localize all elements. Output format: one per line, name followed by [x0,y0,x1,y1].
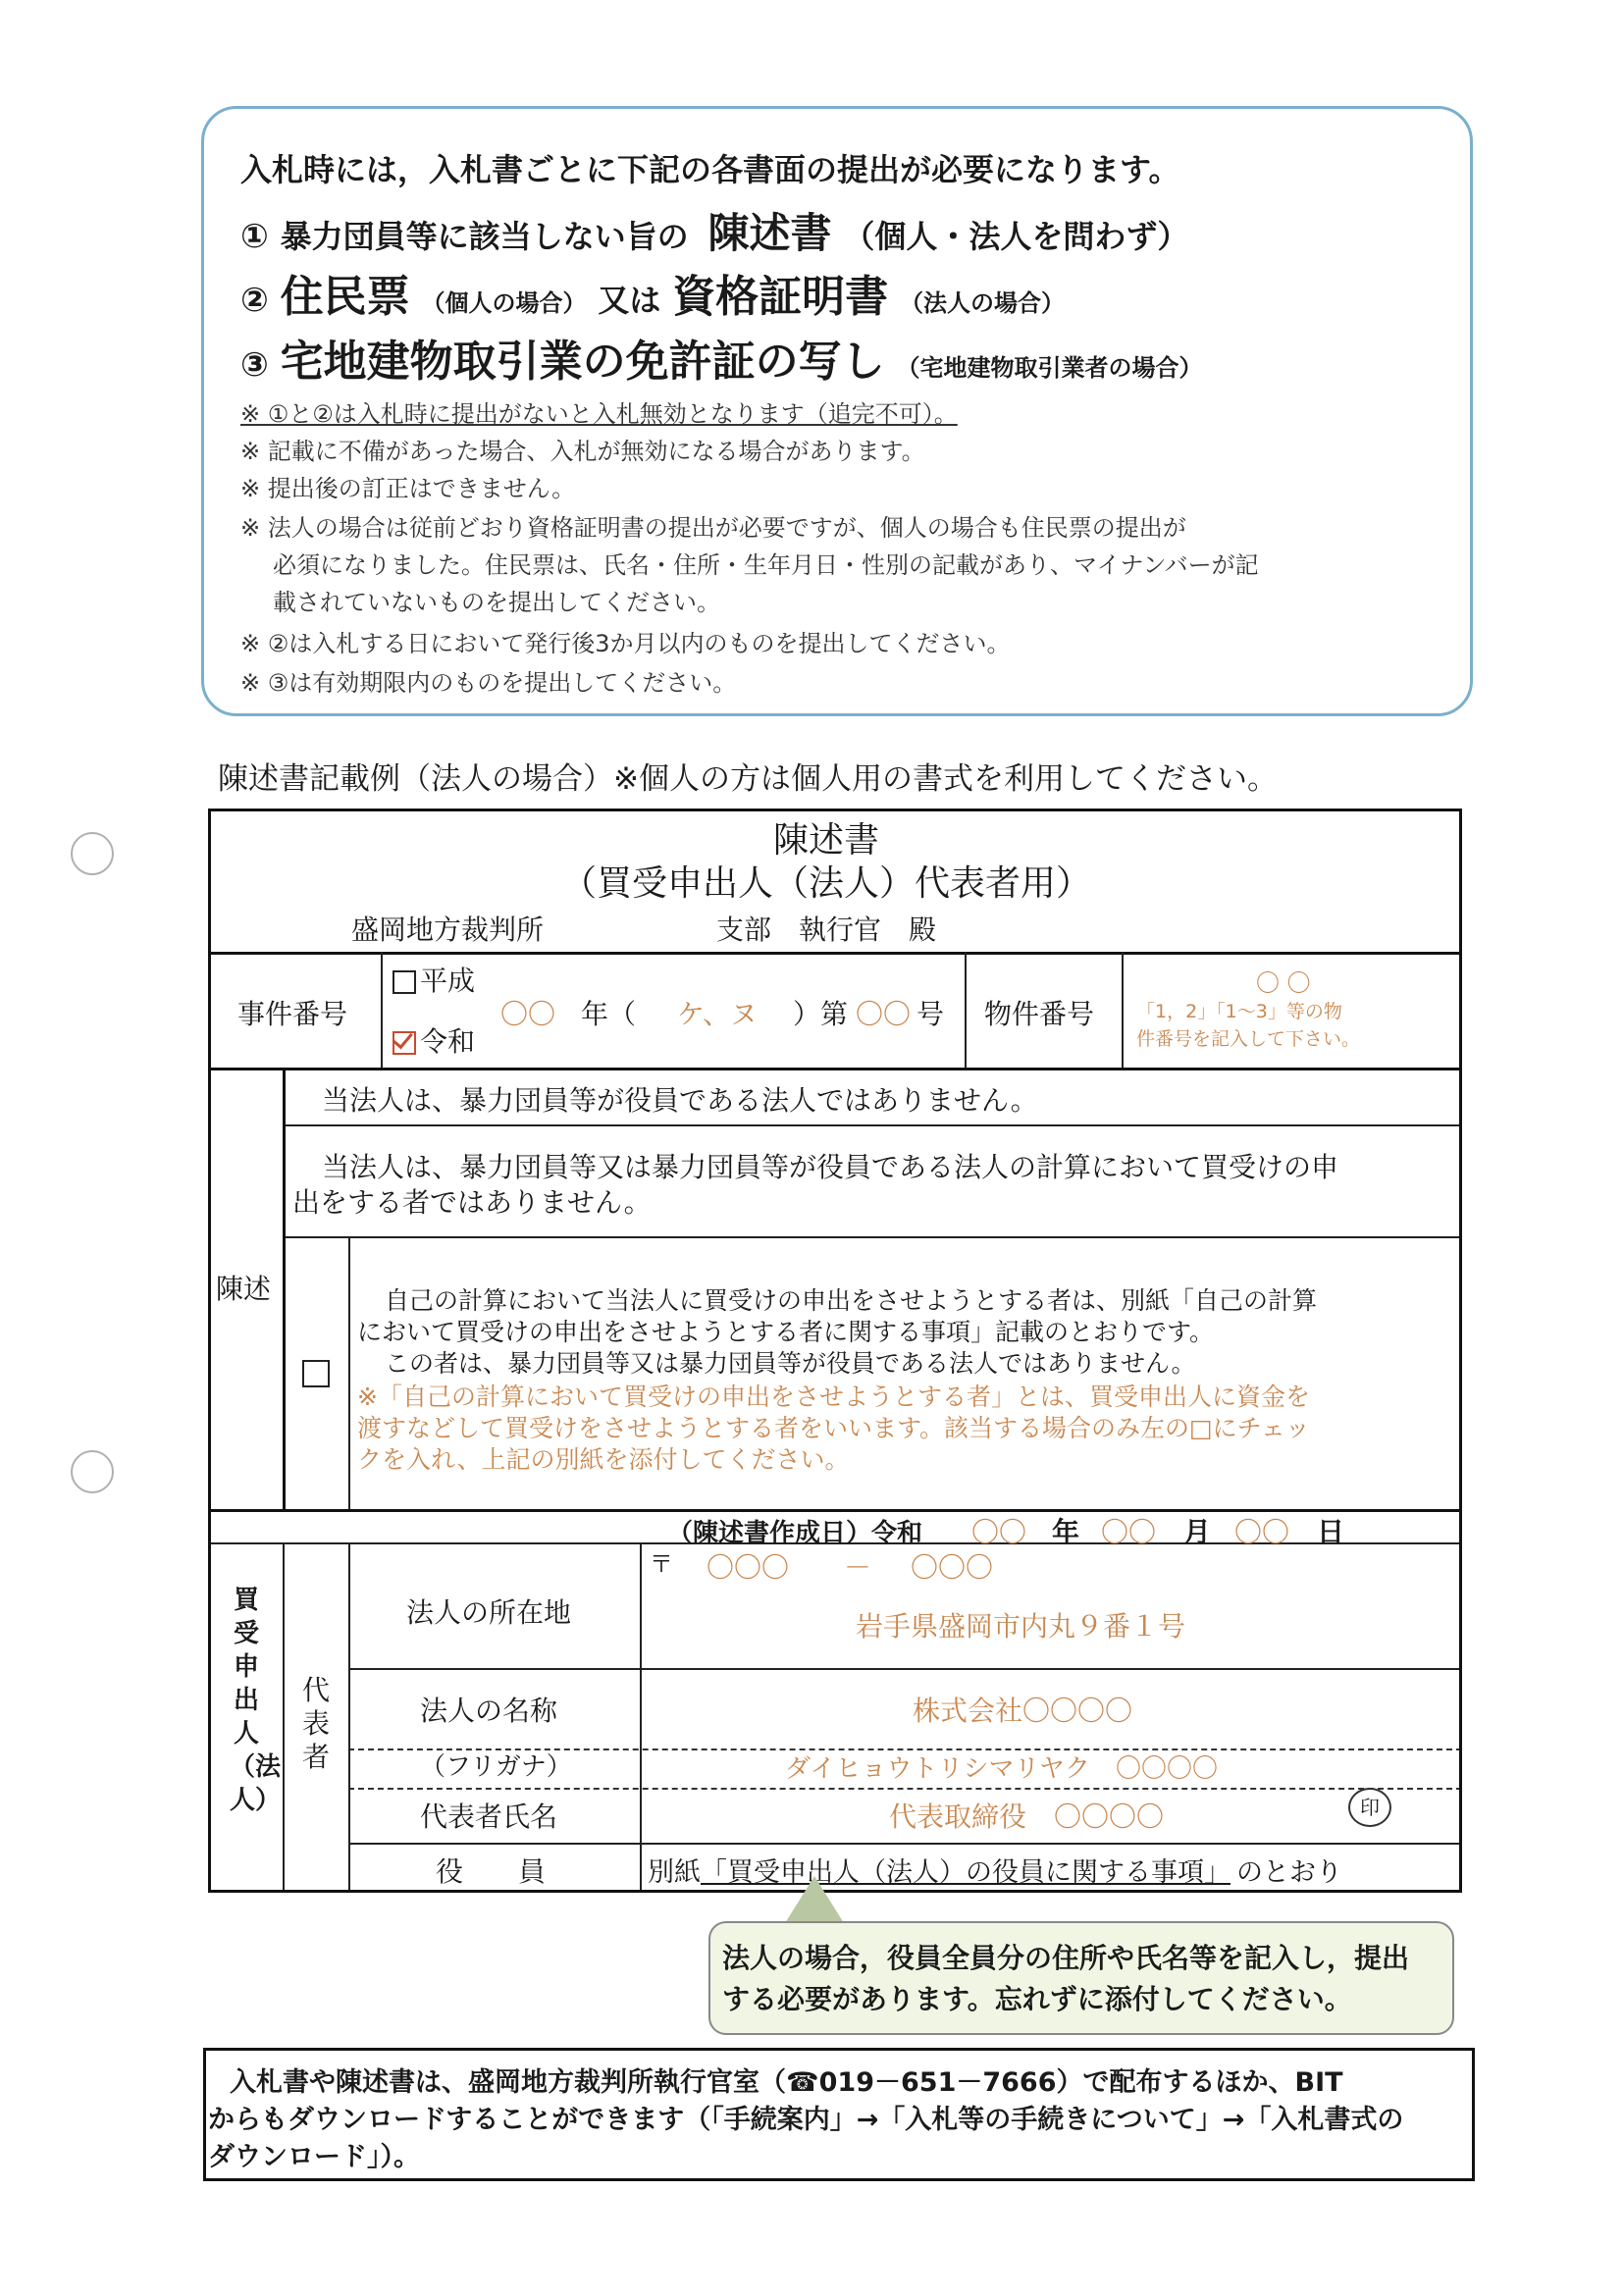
note-4b: 必須になりました。住民票は、氏名・住所・生年月日・性別の記載があり、マイナンバーが記 [273,551,1259,579]
date-day-label: 日 [1317,1516,1345,1548]
item3-main: 宅地建物取引業の免許証の写し [280,337,885,387]
officer-statement [648,1851,1342,1889]
statement-3-checkbox[interactable] [302,1356,334,1388]
date-year-value: 〇〇 [971,1516,1027,1548]
note-4a: ※ 法人の場合は従前どおり資格証明書の提出が必要ですが、個人の場合も住民票の提出が [240,514,1186,542]
rep-name-label: 代表者氏名 [420,1800,558,1833]
rep-name-value: 代表取締役 〇〇〇〇 [889,1800,1165,1833]
company-name-label: 法人の名称 [420,1695,558,1727]
item2-small1: （個人の場合） [421,289,587,317]
distribution-line-2: からもダウンロードすることができます（「手続案内」→「入札等の手続きについて」→「入札書式の [208,2105,1404,2135]
statement-3-note-2: 渡すなどして買受けをさせようとする者をいいます。該当する場合のみ左の□にチェッ [357,1414,1310,1442]
callout-pointer [785,1876,844,1923]
statement-3a: 自己の計算において当法人に買受けの申出をさせようとする者は、別紙「自己の計算 [385,1286,1318,1315]
punch-hole-bottom [71,1450,114,1493]
form-title: 陳述書 [773,820,880,861]
distribution-line-3: ダウンロード」）。 [208,2142,420,2172]
court-branch: 支部 執行官 殿 [716,913,937,946]
date-month-value: 〇〇 [1101,1516,1157,1548]
buyer-label: 買受申出人（法人） [230,1586,282,1815]
callout-line-1: 法人の場合，役員全員分の住所や氏名等を記入し，提出 [722,1942,1410,1974]
era-heisei-option[interactable] [393,960,475,999]
form-subtitle: （買受申出人（法人）代表者用） [561,863,1092,904]
notice-item-2 [240,261,1065,324]
property-number-value: 〇 〇 [1256,969,1311,997]
postal-mark: 〒 [650,1550,673,1578]
notice-item-3 [240,326,1202,389]
item1-prefix: 暴力団員等に該当しない旨の [280,218,689,255]
furigana-value: ダイヒョウトリシマリヤク 〇〇〇〇 [785,1754,1218,1784]
date-year-label: 年 [1052,1516,1080,1548]
reiwa-checkbox-checked[interactable] [393,1031,416,1055]
company-name-value: 株式会社〇〇〇〇 [913,1695,1133,1727]
statement-3-note-1: ※「自己の計算において買受けの申出をさせようとする者」とは、買受申出人に資金を [357,1383,1310,1411]
property-note-2: 件番号を記入して下さい。 [1136,1028,1361,1050]
item2-number: ② [240,281,269,320]
officer-attachment-link: 「買受申出人（法人）の役員に関する事項」 [701,1857,1230,1888]
case-year-value: 〇〇 [500,998,556,1030]
representative-label: 代表者 [301,1674,330,1773]
statement-3-note-3: クを入れ、上記の別紙を添付してください。 [357,1445,850,1474]
statement-3b: において買受けの申出をさせようとする者に関する事項」記載のとおりです。 [357,1318,1215,1346]
statement-2b: 出をする者ではありません。 [292,1186,652,1219]
seal-mark: 印 [1348,1788,1391,1827]
note-4c: 載されていないものを提出してください。 [273,589,720,616]
note-5: ※ ②は入札する日において発行後3か月以内のものを提出してください。 [240,630,1011,657]
postal-code-1: 〇〇〇 [707,1551,790,1584]
court-name: 盛岡地方裁判所 [351,913,545,946]
note-3: ※ 提出後の訂正はできません。 [240,475,576,502]
postal-code-2: 〇〇〇 [911,1551,994,1584]
notice-intro: 入札時には，入札書ごとに下記の各書面の提出が必要になります。 [240,151,1180,188]
note-6: ※ ③は有効期限内のものを提出してください。 [240,669,737,697]
callout-line-2: する必要があります。忘れずに添付してください。 [722,1983,1352,2015]
statement-2a: 当法人は、暴力団員等又は暴力団員等が役員である法人の計算において買受けの申 [322,1151,1339,1183]
item1-main: 陳述書 [707,209,832,257]
note-1: ※ ①と②は入札時に提出がないと入札無効となります（追完不可）。 [240,400,958,428]
furigana-label: （フリガナ） [420,1752,572,1782]
item2-main2: 資格証明書 [672,272,889,322]
case-year-label: 年（ [581,998,637,1030]
case-number-label: 事件番号 [237,998,348,1030]
statement-3c: この者は、暴力団員等又は暴力団員等が役員である法人ではありません。 [385,1349,1196,1378]
date-month-label: 月 [1183,1516,1212,1548]
punch-hole-top [71,832,114,875]
item1-number: ① [240,217,269,256]
item1-suffix: （個人・法人を問わず） [843,218,1189,255]
distribution-line-1: 入札書や陳述書は、盛岡地方裁判所執行官室（☎019－651－7666）で配布するほか、BIT [230,2067,1343,2098]
notice-item-1 [240,201,1188,260]
era-heisei-label: 平成 [420,965,476,997]
era-reiwa-label: 令和 [420,1025,476,1058]
heisei-checkbox[interactable] [393,970,416,994]
item3-number: ③ [240,345,269,385]
case-kind-value: ケ、ヌ [677,998,759,1030]
date-label: （陳述書作成日）令和 [667,1519,923,1548]
property-note-1: 「1，2」「1～3」等の物 [1136,1001,1342,1022]
property-number-label: 物件番号 [984,998,1095,1030]
officer-suffix: のとおり [1236,1857,1342,1888]
postal-dash: － [844,1551,872,1584]
example-heading: 陳述書記載例（法人の場合）※個人の方は個人用の書式を利用してください。 [218,761,1278,797]
statement-label: 陳述 [216,1273,272,1305]
item2-small2: （法人の場合） [900,289,1066,317]
officer-prefix: 別紙 [648,1857,701,1888]
era-reiwa-option[interactable] [393,1020,475,1060]
item3-small: （宅地建物取引業者の場合） [896,354,1203,382]
case-dai-label: ）第 [793,998,849,1030]
case-gou-label: 号 [916,998,945,1030]
address-label: 法人の所在地 [406,1596,572,1629]
item2-mid: 又は [598,282,661,319]
statement-1: 当法人は、暴力団員等が役員である法人ではありません。 [322,1084,1038,1117]
date-day-value: 〇〇 [1234,1516,1290,1548]
item2-main1: 住民票 [280,272,410,322]
address-value: 岩手県盛岡市内丸９番１号 [856,1610,1186,1643]
note-2: ※ 記載に不備があった場合、入札が無効になる場合があります。 [240,438,925,465]
officer-label: 役 員 [436,1855,547,1888]
case-number-value: 〇〇 [856,998,912,1030]
